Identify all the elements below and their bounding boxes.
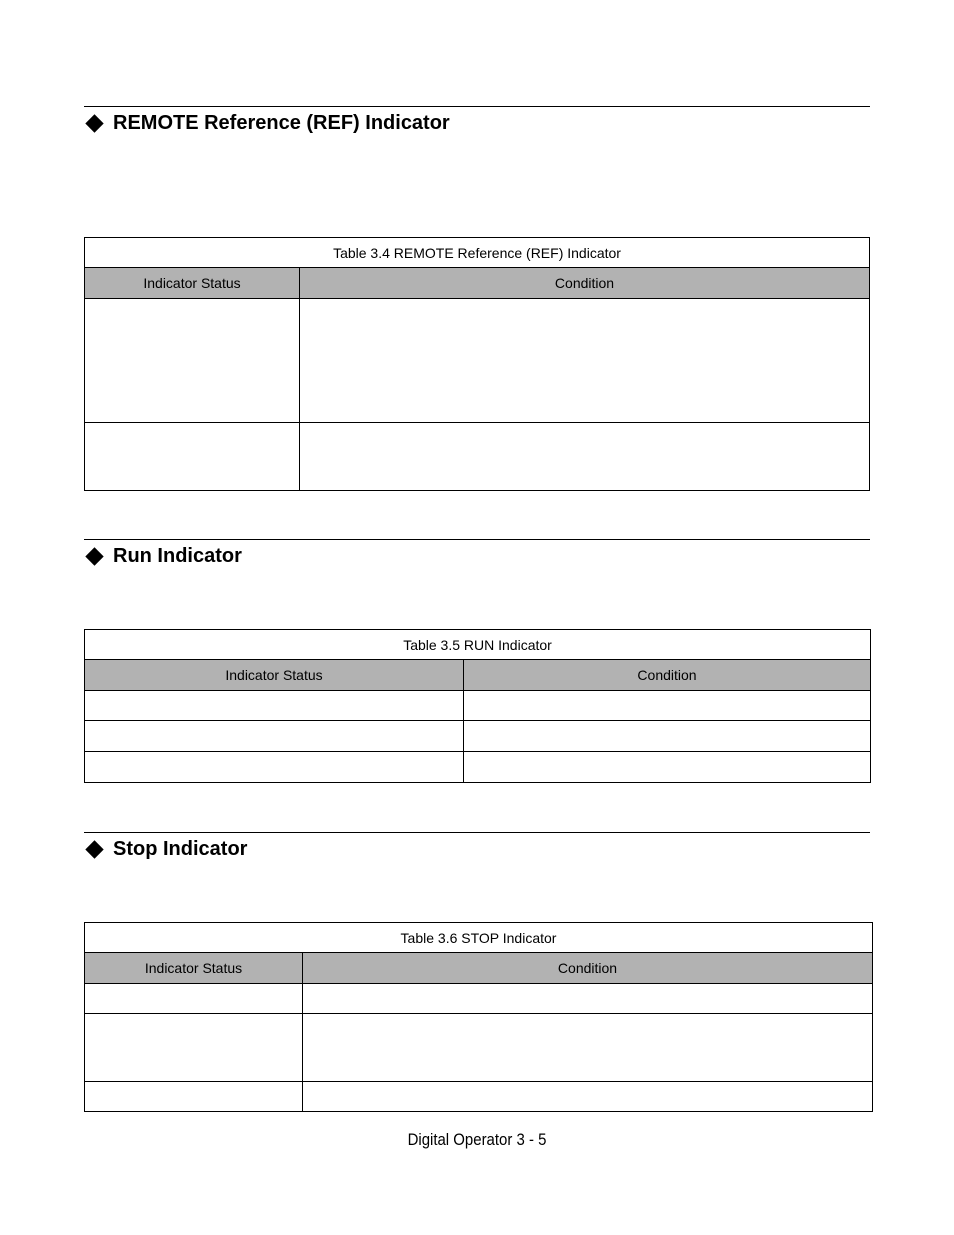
table-row	[85, 1014, 873, 1082]
section-heading	[84, 111, 870, 135]
section-rule	[84, 106, 870, 107]
table-caption: Table 3.6 STOP Indicator	[85, 923, 873, 953]
section-run-indicator	[84, 539, 870, 568]
column-header-condition: Condition	[300, 268, 870, 299]
table-stop-indicator	[84, 922, 873, 1112]
section-rule	[84, 539, 870, 540]
page-footer: Digital Operator 3 - 5	[407, 1130, 547, 1149]
diamond-bullet-icon	[85, 840, 103, 858]
table-cell-condition	[303, 1082, 873, 1112]
table-row	[85, 423, 870, 491]
table-ref-indicator	[84, 237, 870, 491]
column-header-status: Indicator Status	[85, 660, 464, 691]
section-stop-indicator	[84, 832, 870, 861]
table-row	[85, 1082, 873, 1112]
table-row	[85, 752, 871, 783]
table-cell-status	[85, 299, 300, 423]
section-heading-text: Stop Indicator	[113, 838, 248, 860]
table-cell-status	[85, 423, 300, 491]
section-ref-indicator	[84, 106, 870, 135]
column-header-status: Indicator Status	[85, 953, 303, 984]
table-cell-condition	[464, 691, 871, 721]
section-heading-text: REMOTE Reference (REF) Indicator	[113, 112, 450, 134]
table-cell-status	[85, 1082, 303, 1112]
diamond-bullet-icon	[85, 547, 103, 565]
column-header-condition: Condition	[464, 660, 871, 691]
table-cell-status	[85, 984, 303, 1014]
column-header-condition: Condition	[303, 953, 873, 984]
table-run-indicator	[84, 629, 871, 783]
section-heading	[84, 837, 870, 861]
table-cell-condition	[464, 752, 871, 783]
table-cell-condition	[303, 984, 873, 1014]
table-caption: Table 3.4 REMOTE Reference (REF) Indicator	[85, 238, 870, 268]
table-row	[85, 721, 871, 752]
column-header-status: Indicator Status	[85, 268, 300, 299]
table-row	[85, 984, 873, 1014]
table-caption: Table 3.5 RUN Indicator	[85, 630, 871, 660]
table-cell-status	[85, 721, 464, 752]
section-heading-text: Run Indicator	[113, 545, 242, 567]
table-row	[85, 299, 870, 423]
table-row	[85, 691, 871, 721]
table-cell-status	[85, 1014, 303, 1082]
table-cell-status	[85, 691, 464, 721]
table-cell-status	[85, 752, 464, 783]
table-cell-condition	[464, 721, 871, 752]
table-cell-condition	[303, 1014, 873, 1082]
diamond-bullet-icon	[85, 114, 103, 132]
section-rule	[84, 832, 870, 833]
section-heading	[84, 544, 870, 568]
table-cell-condition	[300, 299, 870, 423]
table-cell-condition	[300, 423, 870, 491]
